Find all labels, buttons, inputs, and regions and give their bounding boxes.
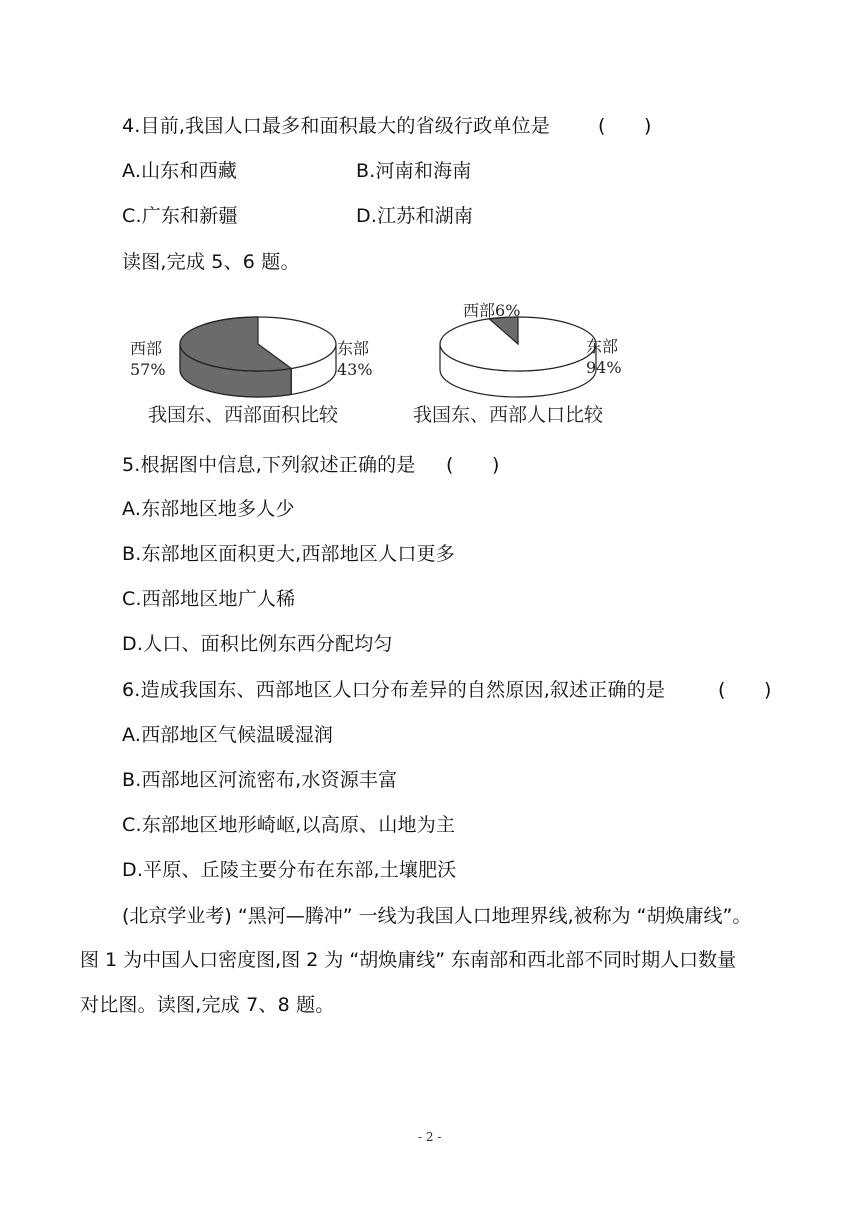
pie1-west-label: 西部 <box>130 339 163 358</box>
q6-option-d: D.平原、丘陵主要分布在东部,土壤肥沃 <box>122 859 457 881</box>
q4-stem: 4.目前,我国人口最多和面积最大的省级行政单位是 <box>122 115 550 137</box>
q6-option-a: A.西部地区气候温暖湿润 <box>122 724 334 746</box>
q6-stem: 6.造成我国东、西部地区人口分布差异的自然原因,叙述正确的是 <box>122 679 666 701</box>
pie1-west-value: 57% <box>130 360 166 379</box>
q5-option-d: D.人口、面积比例东西分配均匀 <box>122 633 393 655</box>
pie2-west-label <box>463 301 520 321</box>
q4-answer-paren: ( ) <box>598 115 652 137</box>
q4-option-c: C.广东和新疆 <box>122 205 238 227</box>
q6-option-b: B.西部地区河流密布,水资源丰富 <box>122 769 398 791</box>
pie2-west-name: 西部 <box>463 301 496 320</box>
pie1-east-value: 43% <box>337 360 373 379</box>
pie2-title: 我国东、西部人口比较 <box>413 404 604 426</box>
pie2-west-value: 6% <box>495 301 521 320</box>
pie2-east-value: 94% <box>586 358 622 377</box>
q5-answer-paren: ( ) <box>446 454 500 476</box>
q6-option-c: C.东部地区地形崎岖,以高原、山地为主 <box>122 814 456 836</box>
intro-5-6: 读图,完成 5、6 题。 <box>122 251 300 273</box>
q4-option-a: A.山东和西藏 <box>122 160 238 182</box>
page-number: - 2 - <box>418 1130 442 1144</box>
q5-stem: 5.根据图中信息,下列叙述正确的是 <box>122 454 416 476</box>
intro-7-8-line3: 对比图。读图,完成 7、8 题。 <box>80 994 335 1016</box>
q5-option-b: B.东部地区面积更大,西部地区人口更多 <box>122 543 455 565</box>
pie2-east-label: 东部 <box>586 337 619 356</box>
pie1-title: 我国东、西部面积比较 <box>148 404 339 426</box>
q4-option-d: D.江苏和湖南 <box>356 205 474 227</box>
q5-option-c: C.西部地区地广人稀 <box>122 588 296 610</box>
q6-answer-paren: ( ) <box>718 679 772 701</box>
intro-7-8-line1: (北京学业考) “黑河—腾冲” 一线为我国人口地理界线,被称为 “胡焕庸线”。 <box>122 905 752 927</box>
pie1-east-label: 东部 <box>337 339 370 358</box>
population-pie-chart <box>428 312 608 402</box>
q5-option-a: A.东部地区地多人少 <box>122 498 295 520</box>
area-pie-chart <box>168 312 348 402</box>
q4-option-b: B.河南和海南 <box>356 160 472 182</box>
intro-7-8-line2: 图 1 为中国人口密度图,图 2 为 “胡焕庸线” 东南部和西北部不同时期人口数量 <box>80 949 737 971</box>
